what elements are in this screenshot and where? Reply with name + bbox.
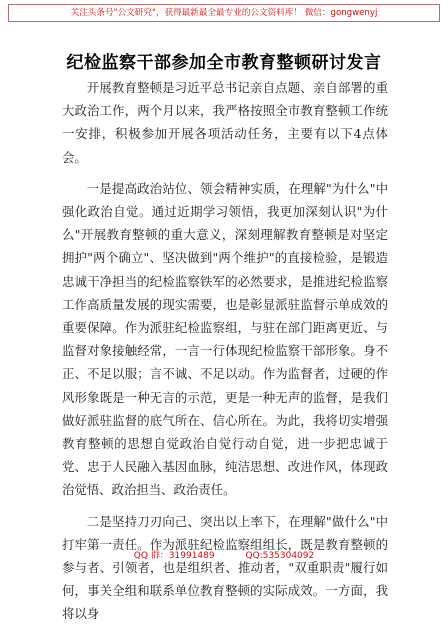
document-title: 纪检监察干部参加全市教育整顿研讨发言: [66, 53, 382, 73]
paragraph-point-one: 一是提高政治站位、领会精神实质，在理解"为什么"中强化政治自觉。通过近期学习领悟，我更加深刻认识"为什么"开展教育整顿的重大意义，深刻理解教育整顿是对坚定拥护"两个确立"、坚决做到"两个维护"的直接检验，是锻造忠诚干净担当的纪检监察铁军的必然要求，是推进纪检监察工作高质量发展的现实需要，也是彰显派驻监督示单成效的重要保障。作为派驻纪检监察组，与驻在部门距离更近、与监督对象接触经常，一言一行体现纪检监察干部形象。身不正、不足以服；言不诚、不足以动。作为监督者，过硬的作风形象既是一种无言的示范，更是一种无声的监督，是我们做好派驻监督的底气所在、信心所在。为此，我将切实增强教育整顿的思想自觉政治自觉行动自觉，进一步把忠诚于党、忠于人民融入基因血脉，纯洁思想、改进作风，体现政治觉悟、政治担当、政治责任。: [62, 180, 388, 498]
footer-qq-group: QQ 群：31991489: [133, 551, 215, 561]
footer-qq: QQ:535304092: [245, 551, 315, 561]
paragraph-point-two: 二是坚持刀刃向己、突出以上率下，在理解"做什么"中打牢第一责任。作为派驻纪检监察组组长，既是教育整顿的参与者、引领者，也是组织者、推动者，"双重职责"履行如何，事关全组和联系单位教育整顿的实际成效。一方面，我将以身: [62, 513, 388, 622]
footer-contact: [0, 548, 448, 561]
paragraph-intro: 开展教育整顿是习近平总书记亲自点题、亲自部署的重大政治工作，两个月以来，我严格按照全市教育整顿工作统一安排，积极参加开展各项活动任务，主要有以下4点体会。: [62, 80, 388, 165]
header-banner: 关注头条号"公文研究"，获得最新最全最专业的公文资料库！ 微信：gongwenyj: [8, 4, 440, 22]
